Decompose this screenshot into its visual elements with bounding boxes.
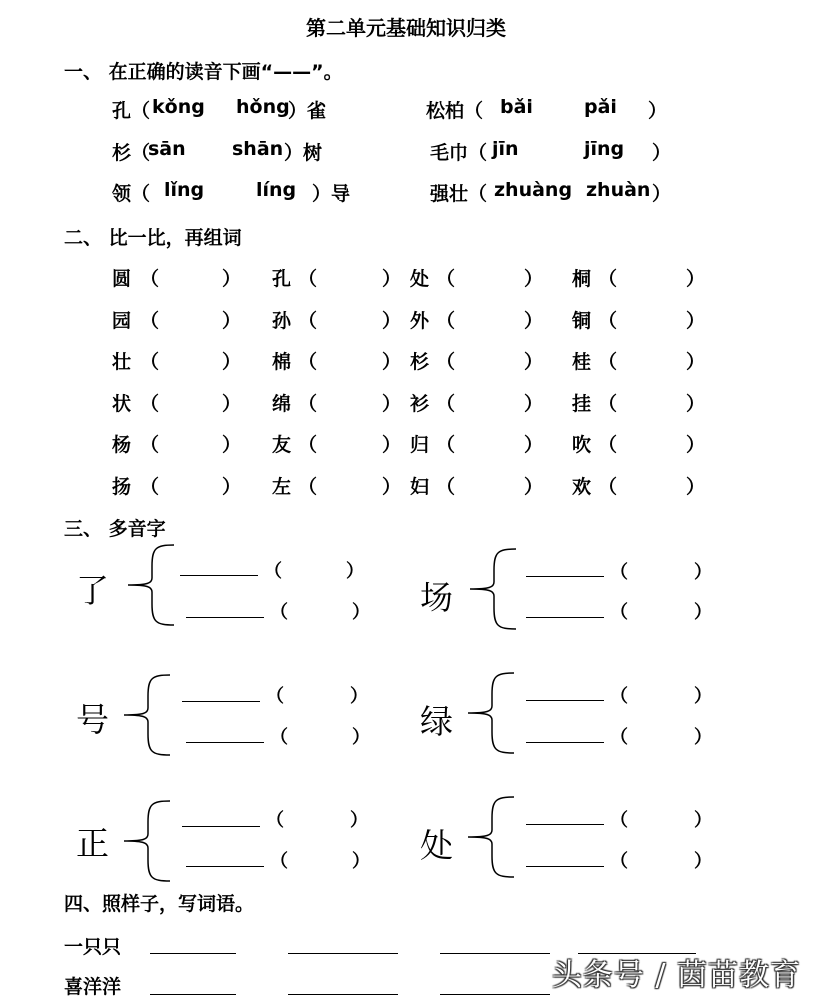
compare-char: 吹 [572, 434, 592, 456]
word-prefix: 强壮（ [430, 183, 488, 205]
open-paren: （ [598, 393, 618, 415]
compare-char: 左 [272, 476, 292, 498]
open-paren: （ [264, 561, 282, 582]
open-paren: （ [270, 727, 288, 748]
pinyin-option[interactable]: kǒng [152, 96, 205, 118]
close-paren: ） [694, 686, 712, 707]
polyphone-char: 号 [76, 700, 109, 739]
pinyin-option[interactable]: líng [256, 179, 297, 201]
open-paren: （ [140, 393, 160, 415]
open-paren: （ [598, 310, 618, 332]
answer-line[interactable] [440, 994, 550, 995]
close-paren: ） [524, 351, 544, 373]
pinyin-option[interactable]: shān [232, 138, 284, 160]
open-paren: （ [298, 393, 318, 415]
open-paren: （ [140, 268, 160, 290]
open-paren: （ [436, 434, 456, 456]
close-paren: ） [382, 310, 402, 332]
compare-char: 孔 [272, 268, 292, 290]
open-paren: （ [610, 810, 628, 831]
compare-char: 友 [272, 434, 292, 456]
answer-line[interactable] [526, 617, 604, 618]
page-title: 第二单元基础知识归类 [306, 16, 506, 40]
pinyin-option[interactable]: sān [148, 138, 186, 160]
answer-line[interactable] [150, 953, 236, 954]
section2-heading: 二、 比一比，再组词 [64, 227, 242, 249]
compare-char: 绵 [272, 393, 292, 415]
close-paren: ） [352, 727, 370, 748]
open-paren: （ [140, 351, 160, 373]
answer-line[interactable] [526, 824, 604, 825]
close-paren: ） [686, 351, 706, 373]
pinyin-option[interactable]: jīng [584, 138, 625, 160]
open-paren: （ [140, 310, 160, 332]
open-paren: （ [436, 393, 456, 415]
open-paren: （ [298, 476, 318, 498]
answer-line[interactable] [186, 742, 264, 743]
word-prefix: 孔（ [112, 100, 151, 122]
compare-char: 挂 [572, 393, 592, 415]
answer-line[interactable] [182, 826, 260, 827]
close-paren: ） [382, 434, 402, 456]
close-paren: ） [694, 727, 712, 748]
open-paren: （ [598, 476, 618, 498]
close-paren: ） [524, 310, 544, 332]
brace-icon [462, 670, 518, 756]
pinyin-option[interactable]: zhuàng [494, 179, 573, 201]
answer-line[interactable] [288, 953, 398, 954]
close-paren: ） [382, 268, 402, 290]
close-paren: ） [524, 393, 544, 415]
close-paren: ） [524, 476, 544, 498]
open-paren: （ [598, 268, 618, 290]
open-paren: （ [298, 268, 318, 290]
compare-char: 壮 [112, 351, 132, 373]
brace-icon [118, 672, 174, 758]
open-paren: （ [610, 727, 628, 748]
answer-line[interactable] [526, 742, 604, 743]
brace-icon [462, 794, 518, 880]
compare-char: 杨 [112, 434, 132, 456]
polyphone-char: 处 [420, 826, 453, 865]
open-paren: （ [298, 351, 318, 373]
pinyin-option[interactable]: lǐng [164, 179, 205, 201]
close-paren: ） [694, 851, 712, 872]
compare-char: 桐 [572, 268, 592, 290]
close-paren: ） [524, 268, 544, 290]
close-paren: ） [222, 393, 242, 415]
brace-icon [464, 546, 520, 632]
open-paren: （ [610, 686, 628, 707]
pinyin-option[interactable]: hǒng [236, 96, 290, 118]
answer-line[interactable] [440, 953, 550, 954]
compare-char: 外 [410, 310, 430, 332]
close-paren: ） [686, 393, 706, 415]
pattern-example: 喜洋洋 [64, 976, 122, 998]
pinyin-option[interactable]: bǎi [500, 96, 533, 118]
polyphone-char: 场 [420, 578, 453, 617]
compare-char: 衫 [410, 393, 430, 415]
answer-line[interactable] [526, 700, 604, 701]
word-suffix: ） [652, 142, 672, 164]
close-paren: ） [346, 561, 364, 582]
close-paren: ） [222, 476, 242, 498]
polyphone-char: 绿 [420, 702, 453, 741]
compare-char: 状 [112, 393, 132, 415]
open-paren: （ [298, 434, 318, 456]
close-paren: ） [382, 393, 402, 415]
close-paren: ） [694, 562, 712, 583]
compare-char: 圆 [112, 268, 132, 290]
brace-icon [118, 798, 174, 884]
word-suffix: ）雀 [288, 100, 327, 122]
answer-line[interactable] [186, 866, 264, 867]
compare-char: 扬 [112, 476, 132, 498]
answer-line[interactable] [526, 866, 604, 867]
section1-heading: 一、 在正确的读音下画“——”。 [64, 61, 343, 83]
close-paren: ） [222, 310, 242, 332]
open-paren: （ [436, 268, 456, 290]
close-paren: ） [350, 686, 368, 707]
watermark: 头条号 / 茵苗教育 [551, 958, 801, 993]
answer-line[interactable] [150, 994, 236, 995]
compare-char: 欢 [572, 476, 592, 498]
open-paren: （ [598, 351, 618, 373]
open-paren: （ [436, 351, 456, 373]
open-paren: （ [266, 686, 284, 707]
polyphone-char: 了 [76, 571, 109, 610]
close-paren: ） [222, 268, 242, 290]
answer-line[interactable] [186, 617, 264, 618]
word-prefix: 杉（ [112, 142, 151, 164]
open-paren: （ [436, 476, 456, 498]
compare-char: 妇 [410, 476, 430, 498]
open-paren: （ [266, 810, 284, 831]
open-paren: （ [270, 851, 288, 872]
close-paren: ） [686, 268, 706, 290]
close-paren: ） [350, 810, 368, 831]
compare-char: 铜 [572, 310, 592, 332]
word-suffix: ） [652, 183, 672, 205]
compare-char: 处 [410, 268, 430, 290]
open-paren: （ [610, 562, 628, 583]
pinyin-option[interactable]: pǎi [584, 96, 617, 118]
pattern-example: 一只只 [64, 936, 122, 958]
answer-line[interactable] [180, 575, 258, 576]
brace-icon [122, 542, 178, 628]
close-paren: ） [222, 434, 242, 456]
compare-char: 孙 [272, 310, 292, 332]
close-paren: ） [382, 351, 402, 373]
compare-char: 桂 [572, 351, 592, 373]
close-paren: ） [694, 810, 712, 831]
close-paren: ） [686, 434, 706, 456]
word-prefix: 毛巾（ [430, 142, 488, 164]
polyphone-char: 正 [76, 824, 109, 863]
close-paren: ） [694, 602, 712, 623]
pinyin-option[interactable]: jīn [492, 138, 519, 160]
word-suffix: ）导 [312, 183, 351, 205]
word-suffix: ） [648, 100, 668, 122]
answer-line[interactable] [526, 576, 604, 577]
answer-line[interactable] [182, 701, 260, 702]
close-paren: ） [352, 602, 370, 623]
word-prefix: 松柏（ [426, 100, 484, 122]
section3-heading: 三、 多音字 [64, 518, 166, 540]
open-paren: （ [298, 310, 318, 332]
open-paren: （ [610, 602, 628, 623]
open-paren: （ [140, 476, 160, 498]
close-paren: ） [686, 476, 706, 498]
compare-char: 棉 [272, 351, 292, 373]
compare-char: 园 [112, 310, 132, 332]
close-paren: ） [222, 351, 242, 373]
open-paren: （ [598, 434, 618, 456]
open-paren: （ [610, 851, 628, 872]
section4-heading: 四、照样子，写词语。 [64, 893, 255, 915]
compare-char: 杉 [410, 351, 430, 373]
close-paren: ） [686, 310, 706, 332]
open-paren: （ [270, 602, 288, 623]
word-suffix: ）树 [284, 142, 323, 164]
pinyin-option[interactable]: zhuàn [586, 179, 651, 201]
close-paren: ） [382, 476, 402, 498]
close-paren: ） [524, 434, 544, 456]
open-paren: （ [140, 434, 160, 456]
close-paren: ） [352, 851, 370, 872]
answer-line[interactable] [288, 994, 398, 995]
compare-char: 归 [410, 434, 430, 456]
word-prefix: 领（ [112, 183, 151, 205]
open-paren: （ [436, 310, 456, 332]
